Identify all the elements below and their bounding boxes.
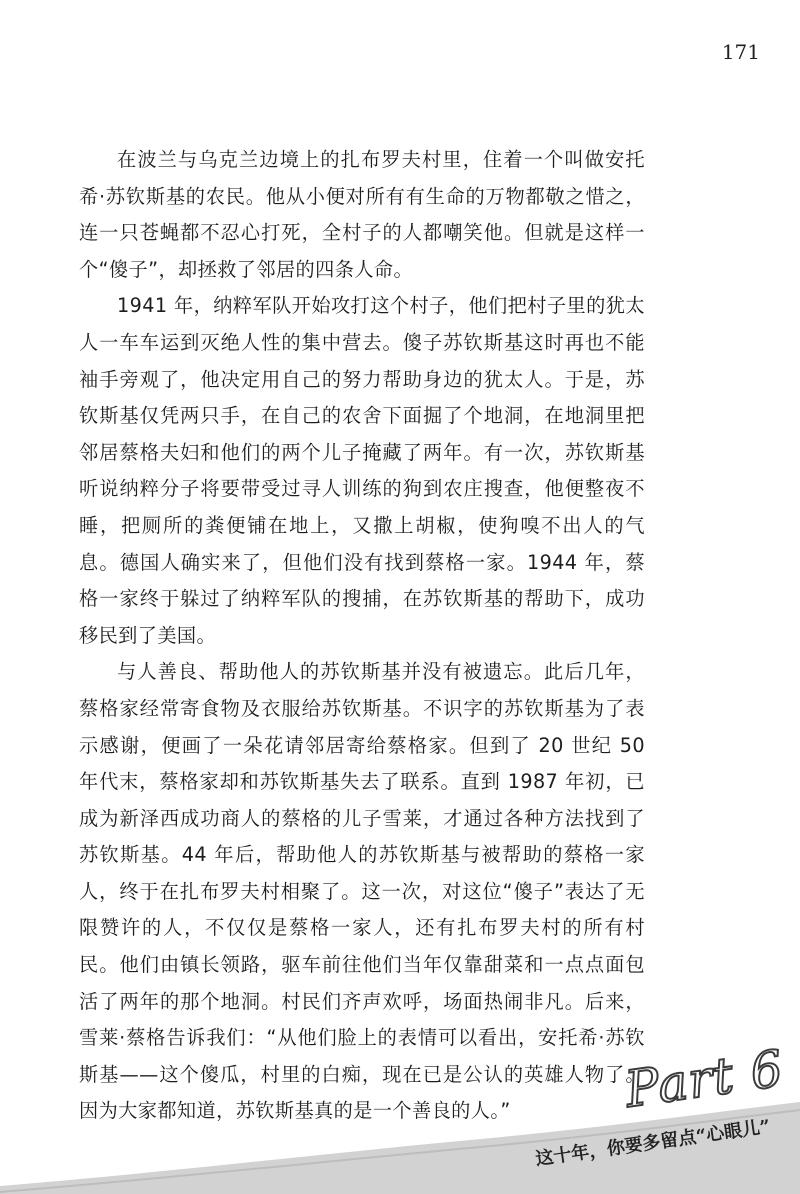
paragraph: 与人善良、帮助他人的苏钦斯基并没有被遗忘。此后几年，蔡格家经常寄食物及衣服给苏钦斯基。不识字的苏钦斯基为了表示感谢，便画了一朵花请邻居寄给蔡格家。但到了 20 世纪 50 年代末，蔡格家却和苏钦斯基失去了联系。直到 1987 年初，已成为新泽西成功商人的蔡格的儿子雪莱，才通过各种方法找到了苏钦斯基。44 年后，帮助他人的苏钦斯基与被帮助的蔡格一家人，终于在扎布罗夫村相聚了。这一次，对这位“傻子”表达了无限赞许的人，不仅仅是蔡格一家人，还有扎布罗夫村的所有村民。他们由镇长领路，驱车前往他们当年仅靠甜菜和一点点面包活了两年的那个地洞。村民们齐声欢呼，场面热闹非凡。后来，雪莱·蔡格告诉我们：“从他们脸上的表情可以看出，安托希·苏钦斯基——这个傻瓜，村里的白痴，现在已是公认的英雄人物了。因为大家都知道，苏钦斯基真的是一个善良的人。”: [79, 660, 645, 1123]
page-number: 171: [721, 40, 760, 64]
body-text: [79, 142, 645, 1130]
paragraph: 在波兰与乌克兰边境上的扎布罗夫村里，住着一个叫做安托希·苏钦斯基的农民。他从小便对所有有生命的万物都敬之惜之，连一只苍蝇都不忍心打死，全村子的人都嘲笑他。但就是这样一个“傻子”，却拯救了邻居的四条人命。: [79, 148, 645, 281]
footer-caption: 这十年，你要多留点“心眼儿”: [534, 1116, 772, 1170]
paragraph: 1941 年，纳粹军队开始攻打这个村子，他们把村子里的犹太人一车车运到灭绝人性的集中营去。傻子苏钦斯基这时再也不能袖手旁观了，他决定用自己的努力帮助身边的犹太人。于是，苏钦斯基仅凭两只手，在自己的农舍下面掘了个地洞，在地洞里把邻居蔡格夫妇和他们的两个儿子掩藏了两年。有一次，苏钦斯基听说纳粹分子将要带受过寻人训练的狗到农庄搜查，他便整夜不睡，把厕所的粪便铺在地上，又撒上胡椒，使狗嗅不出人的气息。德国人确实来了，但他们没有找到蔡格一家。1944 年，蔡格一家终于躲过了纳粹军队的搜捕，在苏钦斯基的帮助下，成功移民到了美国。: [79, 294, 645, 647]
part-label: Part 6: [621, 1039, 788, 1119]
